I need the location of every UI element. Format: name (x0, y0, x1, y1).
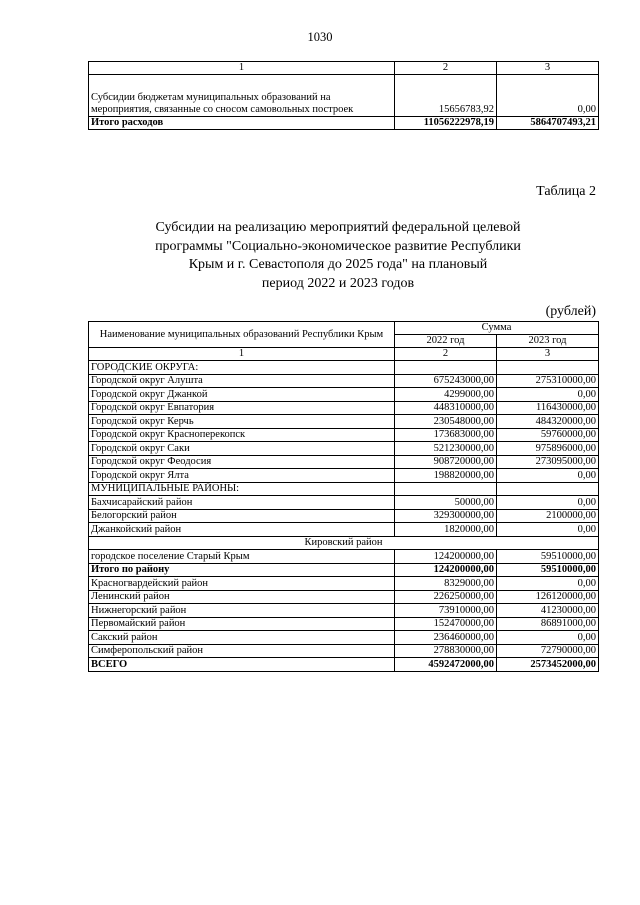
value-2023: 5864707493,21 (497, 117, 599, 130)
column-number: 2 (395, 348, 497, 361)
value-2023: 2573452000,00 (497, 658, 599, 672)
caption-line: период 2022 и 2023 годов (261, 275, 415, 291)
page-number: 1030 (307, 30, 333, 44)
table-row (89, 75, 599, 117)
value-2023 (497, 482, 599, 496)
table-row (89, 604, 599, 618)
value-2023: 0,00 (497, 631, 599, 645)
table-row (89, 523, 599, 537)
caption-line: Субсидии на реализацию мероприятий федеральной целевой (155, 220, 521, 235)
row-name: Красногвардейский район (89, 577, 395, 591)
value-2022: 278830000,00 (395, 644, 497, 658)
value-2022: 521230000,00 (395, 442, 497, 456)
value-2022: 329300000,00 (395, 509, 497, 523)
value-2023: 0,00 (497, 496, 599, 510)
table-row (89, 415, 599, 429)
table-row (89, 509, 599, 523)
column-number: 1 (89, 62, 395, 75)
total-row (89, 563, 599, 577)
value-2023 (497, 361, 599, 375)
units-label: (рублей) (545, 304, 596, 319)
row-name: Городской округ Ялта (89, 469, 395, 483)
value-2022: 198820000,00 (395, 469, 497, 483)
value-2023: 86891000,00 (497, 617, 599, 631)
row-name: Итого по району (89, 563, 395, 577)
table-row (89, 469, 599, 483)
value-2023: 116430000,00 (497, 401, 599, 415)
value-2023: 0,00 (497, 577, 599, 591)
column-header-2022: 2022 год (395, 335, 497, 348)
table-label: Таблица 2 (536, 184, 596, 199)
column-number: 3 (497, 62, 599, 75)
value-2022: 173683000,00 (395, 428, 497, 442)
row-name: Городской округ Феодосия (89, 455, 395, 469)
value-2022: 1820000,00 (395, 523, 497, 537)
subsidies-table (88, 321, 599, 672)
row-name: Итого расходов (89, 117, 395, 130)
section-row (89, 536, 599, 550)
total-row (89, 658, 599, 672)
table-row (89, 374, 599, 388)
value-2022: 908720000,00 (395, 455, 497, 469)
value-2022: 230548000,00 (395, 415, 497, 429)
row-name: Городской округ Евпатория (89, 401, 395, 415)
value-2022: 152470000,00 (395, 617, 497, 631)
value-2023: 126120000,00 (497, 590, 599, 604)
table-row (89, 401, 599, 415)
value-2023: 0,00 (497, 523, 599, 537)
row-name: Городской округ Керчь (89, 415, 395, 429)
value-2022: 448310000,00 (395, 401, 497, 415)
value-2022 (395, 482, 497, 496)
value-2022: 11056222978,19 (395, 117, 497, 130)
column-number-row (89, 62, 599, 75)
table-row (89, 577, 599, 591)
column-number: 3 (497, 348, 599, 361)
table-row (89, 617, 599, 631)
row-name: городское поселение Старый Крым (89, 550, 395, 564)
caption-line: программы "Социально-экономическое развитие Республики (155, 238, 521, 254)
table-caption (118, 219, 558, 293)
table-row (89, 442, 599, 456)
table-row (89, 496, 599, 510)
row-name: Джанкойский район (89, 523, 395, 537)
total-row (89, 117, 599, 130)
row-name: Нижнегорский район (89, 604, 395, 618)
value-2023: 0,00 (497, 75, 599, 117)
value-2022: 675243000,00 (395, 374, 497, 388)
row-name: ВСЕГО (89, 658, 395, 672)
row-name: Субсидии бюджетам муниципальных образований на мероприятия, связанные со сносом самовольных построек (89, 75, 395, 117)
value-2022 (395, 361, 497, 375)
table-row (89, 590, 599, 604)
value-2023: 72790000,00 (497, 644, 599, 658)
value-2022: 8329000,00 (395, 577, 497, 591)
row-name: МУНИЦИПАЛЬНЫЕ РАЙОНЫ: (89, 482, 395, 496)
column-header-2023: 2023 год (497, 335, 599, 348)
row-name: Первомайский район (89, 617, 395, 631)
value-2022: 226250000,00 (395, 590, 497, 604)
value-2023: 273095000,00 (497, 455, 599, 469)
value-2022: 50000,00 (395, 496, 497, 510)
row-name: Ленинский район (89, 590, 395, 604)
expenses-table (88, 61, 599, 130)
value-2023: 41230000,00 (497, 604, 599, 618)
value-2023: 275310000,00 (497, 374, 599, 388)
value-2023: 0,00 (497, 469, 599, 483)
value-2022: 4299000,00 (395, 388, 497, 402)
table-row (89, 644, 599, 658)
section-label: Кировский район (89, 536, 599, 550)
caption-line: Крым и г. Севастополя до 2025 года" на плановый (188, 257, 488, 272)
table-row (89, 428, 599, 442)
value-2023: 484320000,00 (497, 415, 599, 429)
table-row (89, 482, 599, 496)
column-header-sum: Сумма (395, 322, 599, 335)
table-row (89, 631, 599, 645)
value-2022: 124200000,00 (395, 550, 497, 564)
value-2023: 2100000,00 (497, 509, 599, 523)
value-2023: 59510000,00 (497, 550, 599, 564)
value-2023: 0,00 (497, 388, 599, 402)
table-row (89, 550, 599, 564)
row-name: ГОРОДСКИЕ ОКРУГА: (89, 361, 395, 375)
value-2023: 59760000,00 (497, 428, 599, 442)
row-name: Городской округ Саки (89, 442, 395, 456)
table-row (89, 361, 599, 375)
value-2022: 236460000,00 (395, 631, 497, 645)
column-number: 2 (395, 62, 497, 75)
row-name: Городской округ Красноперекопск (89, 428, 395, 442)
column-header-name: Наименование муниципальных образований Республики Крым (89, 322, 395, 348)
value-2022: 124200000,00 (395, 563, 497, 577)
row-name: Городской округ Алушта (89, 374, 395, 388)
value-2022: 73910000,00 (395, 604, 497, 618)
value-2023: 975896000,00 (497, 442, 599, 456)
value-2023: 59510000,00 (497, 563, 599, 577)
table-row (89, 388, 599, 402)
column-number: 1 (89, 348, 395, 361)
row-name: Сакский район (89, 631, 395, 645)
value-2022: 4592472000,00 (395, 658, 497, 672)
table-row (89, 455, 599, 469)
row-name: Бахчисарайский район (89, 496, 395, 510)
value-2022: 15656783,92 (395, 75, 497, 117)
row-name: Симферопольский район (89, 644, 395, 658)
row-name: Городской округ Джанкой (89, 388, 395, 402)
row-name: Белогорский район (89, 509, 395, 523)
